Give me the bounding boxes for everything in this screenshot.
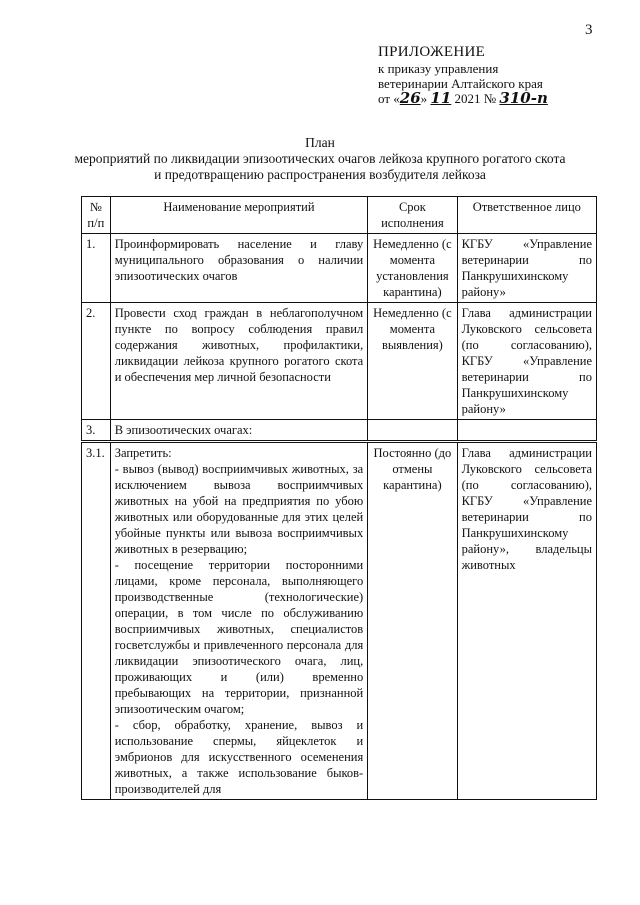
row-responsible: Глава администрации Луковского сельсовета (по согласованию), КГБУ «Управление ветеринарии по Панкрушихинскому району» bbox=[457, 303, 596, 420]
header-action: Наименование мероприятий bbox=[110, 197, 368, 234]
plan-subtitle-2: и предотвращению распространения возбудителя лейкоза bbox=[154, 167, 486, 182]
plan-title: План bbox=[305, 135, 335, 150]
appendix-line-1: к приказу управления bbox=[378, 61, 499, 76]
row-number: 3. bbox=[82, 420, 111, 442]
order-day: 26 bbox=[399, 89, 421, 107]
appendix-heading: ПРИЛОЖЕНИЕ bbox=[378, 44, 486, 60]
row-action: Проинформировать население и главу муниципального образования о наличии эпизоотических очагов bbox=[110, 234, 368, 303]
table-row bbox=[82, 234, 597, 303]
row-term bbox=[368, 420, 457, 442]
appendix-date-line bbox=[378, 91, 548, 106]
table-header-row bbox=[82, 197, 597, 234]
table-row bbox=[82, 420, 597, 442]
order-month: 11 bbox=[430, 89, 452, 107]
header-term: Срок исполнения bbox=[368, 197, 457, 234]
date-mid-1: » bbox=[420, 91, 431, 106]
row-term: Постоянно (до отмены карантина) bbox=[368, 442, 457, 800]
page-number: 3 bbox=[585, 22, 593, 38]
plan-subtitle-1: мероприятий по ликвидации эпизоотических очагов лейкоза крупного рогатого скота bbox=[74, 151, 566, 166]
header-responsible: Ответственное лицо bbox=[457, 197, 596, 234]
row-term: Немедленно (с момента выявления) bbox=[368, 303, 457, 420]
order-number: 310-п bbox=[499, 89, 548, 107]
row-number: 3.1. bbox=[82, 442, 111, 800]
table-row bbox=[82, 303, 597, 420]
row-action: Провести сход граждан в неблагополучном пункте по вопросу соблюдения правил содержания животных, профилактики, ликвидации лейкоза крупного рогатого скота и обеспечения мер личной безопасности bbox=[110, 303, 368, 420]
row-number: 2. bbox=[82, 303, 111, 420]
row-responsible bbox=[457, 420, 596, 442]
row-term: Немедленно (с момента установления карантина) bbox=[368, 234, 457, 303]
row-action: В эпизоотических очагах: bbox=[110, 420, 368, 442]
header-number: № п/п bbox=[82, 197, 111, 234]
plan-table bbox=[81, 196, 597, 800]
table-row bbox=[82, 442, 597, 800]
row-number: 1. bbox=[82, 234, 111, 303]
date-prefix: от « bbox=[378, 91, 400, 106]
row-responsible: КГБУ «Управление ветеринарии по Панкрушихинскому району» bbox=[457, 234, 596, 303]
appendix-block bbox=[378, 44, 548, 106]
date-mid-2: 2021 № bbox=[451, 91, 500, 106]
appendix-line-2: ветеринарии Алтайского края bbox=[378, 76, 543, 91]
row-responsible: Глава администрации Луковского сельсовета (по согласованию), КГБУ «Управление ветеринарии по Панкрушихинскому району», владельцы животных bbox=[457, 442, 596, 800]
row-action: Запретить: - вывоз (вывод) восприимчивых животных, за исключением вывоза восприимчивых животных на убой на предприятия по убою животных или оборудованные для этих целей убойные пункты или вывоза восприимчивых животных в резервацию; - посещение территории посторонними лицами, кроме персонала, выполняющего производственные (технологические) операции, в том числе по обслуживанию восприимчивых животных, специалистов госветслужбы и привлеченного персонала для ликвидации эпизоотического очага, лиц, проживающих и (или) временно пребывающих на территории, признанной эпизоотическим очагом; - сбор, обработку, хранение, вывоз и использование спермы, яйцеклеток и эмбрионов для искусственного осеменения животных, а также использование быков-производителей для bbox=[110, 442, 368, 800]
